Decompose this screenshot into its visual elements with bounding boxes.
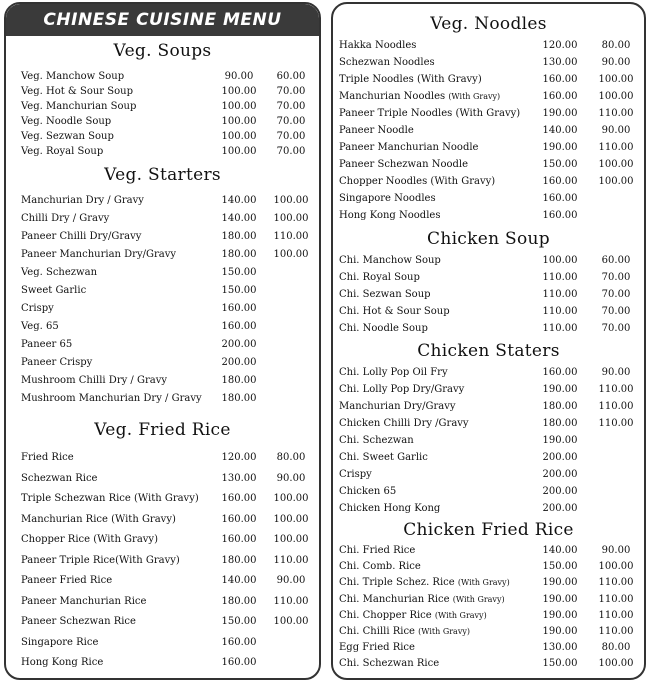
menu-item-name: Fried Rice [21,452,74,463]
price-full: 190.00 [542,609,578,621]
price-half: 110.00 [598,609,634,621]
menu-item-name: Chi. Comb. Rice [339,561,421,573]
price-full: 180.00 [542,418,578,429]
price-full: 110.00 [542,272,578,283]
price-full: 160.00 [542,176,578,187]
menu-item-name: Chicken Hong Kong [339,503,441,514]
price-full: 160.00 [542,74,578,85]
menu-item-name: Chilli Dry / Gravy [21,213,110,224]
price-full: 190.00 [542,626,578,637]
price-half: 100.00 [273,213,309,224]
price-full: 100.00 [542,255,578,266]
price-full: 160.00 [542,193,578,204]
menu-item-name: Paneer Noodle [339,125,414,136]
price-full: 180.00 [221,554,257,566]
menu-item-name: Hong Kong Rice [21,657,104,668]
price-half: 70.00 [276,131,306,142]
price-full: 180.00 [221,231,257,242]
menu-item-name: Egg Fried Rice [339,642,415,654]
price-half: 90.00 [276,575,306,586]
price-half: 100.00 [273,513,309,525]
section-title: Veg. Starters [104,165,221,185]
menu-item-name: Chi. Fried Rice [339,545,416,556]
menu-item-name: Chi. Hot & Sour Soup [339,306,450,317]
price-full: 150.00 [221,616,257,627]
menu-item-name: Mushroom Manchurian Dry / Gravy [21,393,202,404]
price-full: 180.00 [542,401,578,412]
price-half: 90.00 [601,367,631,378]
price-full: 160.00 [221,636,257,648]
menu-item-name: Paneer Fried Rice [21,575,113,586]
price-full: 100.00 [221,131,257,142]
price-half: 110.00 [598,108,634,119]
price-half: 90.00 [601,125,631,136]
menu-item-name: Manchurian Dry/Gravy [339,401,456,412]
price-full: 180.00 [221,393,257,404]
price-half: 80.00 [601,642,631,654]
price-half: 70.00 [276,146,306,157]
menu-item-name: Chi. Noodle Soup [339,323,428,334]
menu-title-banner: CHINESE CUISINE MENU [6,4,319,36]
price-full: 100.00 [221,101,257,112]
menu-item-name: Crispy [339,469,372,480]
menu-item-name: Chi. Chilli Rice (With Gravy) [339,626,470,637]
price-half: 100.00 [273,534,309,545]
menu-item-name: Crispy [21,303,54,314]
menu-item-name: Veg. Sezwan Soup [21,131,114,142]
price-half: 100.00 [598,176,634,187]
price-full: 150.00 [542,658,578,670]
menu-item-name: Paneer Chilli Dry/Gravy [21,231,142,242]
menu-item-name: Schezwan Rice [21,472,98,484]
price-full: 180.00 [221,595,257,607]
section-title: Chicken Staters [417,341,560,361]
menu-item-name: Chi. Manchow Soup [339,255,441,266]
price-full: 120.00 [542,40,578,51]
price-half: 70.00 [276,101,306,112]
menu-item-name: Chicken 65 [339,486,397,497]
price-half: 80.00 [276,452,306,463]
price-full: 110.00 [542,306,578,317]
price-full: 190.00 [542,384,578,395]
menu-item-name: Paneer Schezwan Noodle [339,159,469,170]
price-half: 100.00 [598,561,634,573]
price-full: 160.00 [542,91,578,102]
menu-item-name: Paneer Manchurian Rice [21,595,147,607]
menu-item-name: Chopper Rice (With Gravy) [21,534,158,545]
menu-item-name: Paneer Schezwan Rice [21,616,136,627]
price-full: 150.00 [221,285,257,296]
price-full: 110.00 [542,323,578,334]
price-full: 150.00 [542,561,578,573]
price-full: 100.00 [221,116,257,127]
price-half: 110.00 [273,595,309,607]
price-half: 110.00 [598,142,634,153]
price-half: 70.00 [601,323,631,334]
price-half: 80.00 [601,40,631,51]
price-half: 70.00 [601,289,631,300]
menu-item-name: Paneer Crispy [21,357,93,368]
price-full: 140.00 [221,575,257,586]
menu-item-name: Triple Schezwan Rice (With Gravy) [21,493,199,504]
menu-item-note: (With Gravy) [457,578,510,588]
price-full: 180.00 [221,375,257,386]
price-full: 160.00 [221,321,257,332]
menu-item-name: Triple Noodles (With Gravy) [339,74,482,85]
price-half: 110.00 [273,231,309,242]
menu-item-name: Chi. Triple Schez. Rice (With Gravy) [339,577,510,589]
price-full: 150.00 [221,267,257,278]
price-full: 100.00 [221,86,257,97]
menu-item-name: Paneer Manchurian Dry/Gravy [21,249,177,260]
price-half: 100.00 [273,249,309,260]
price-full: 180.00 [221,249,257,260]
section-title: Veg. Fried Rice [94,420,231,440]
menu-item-name: Manchurian Rice (With Gravy) [21,513,176,525]
menu-item-name: Paneer Triple Noodles (With Gravy) [339,108,521,119]
section-title: Veg. Soups [113,41,212,61]
menu-item-name: Paneer Triple Rice(With Gravy) [21,554,180,566]
menu-item-note: (With Gravy) [434,610,487,620]
price-half: 70.00 [276,86,306,97]
menu-item-name: Manchurian Dry / Gravy [21,195,144,206]
price-half: 110.00 [598,418,634,429]
price-full: 200.00 [221,339,257,350]
menu-item-note: (With Gravy) [452,594,505,604]
price-half: 100.00 [598,74,634,85]
price-full: 190.00 [542,577,578,589]
price-half: 110.00 [598,384,634,395]
menu-item-name: Hong Kong Noodles [339,210,441,221]
price-half: 100.00 [598,159,634,170]
menu-item-name: Paneer 65 [21,339,73,350]
price-full: 140.00 [542,125,578,136]
price-full: 190.00 [542,108,578,119]
price-half: 110.00 [598,401,634,412]
menu-item-name: Mushroom Chilli Dry / Gravy [21,375,168,386]
price-half: 100.00 [598,658,634,670]
price-full: 160.00 [221,657,257,668]
menu-item-name: Chi. Lolly Pop Oil Fry [339,367,448,378]
menu-item-name: Chi. Manchurian Rice (With Gravy) [339,593,505,605]
section-title: Chicken Soup [427,229,550,249]
price-full: 130.00 [542,642,578,654]
menu-item-name: Singapore Rice [21,636,99,648]
price-half: 60.00 [601,255,631,266]
menu-item-name: Chi. Lolly Pop Dry/Gravy [339,384,465,395]
price-half: 110.00 [598,593,634,605]
menu-item-name: Manchurian Noodles (With Gravy) [339,91,501,102]
menu-item-name: Chi. Royal Soup [339,272,420,283]
price-full: 120.00 [221,452,257,463]
price-full: 200.00 [542,469,578,480]
price-half: 90.00 [276,472,306,484]
price-full: 130.00 [542,57,578,68]
menu-item-name: Veg. Manchurian Soup [21,101,137,112]
price-half: 70.00 [601,272,631,283]
menu-item-name: Chi. Chopper Rice (With Gravy) [339,609,487,621]
menu-item-note: (With Gravy) [448,92,501,101]
menu-item-name: Chicken Chilli Dry /Gravy [339,418,469,429]
price-full: 190.00 [542,593,578,605]
section-title: Chicken Fried Rice [403,520,574,540]
menu-item-name: Veg. Schezwan [21,267,98,278]
menu-item-name: Chi. Sweet Garlic [339,452,428,463]
menu-item-name: Veg. Royal Soup [21,146,104,157]
price-full: 130.00 [221,472,257,484]
price-full: 140.00 [221,213,257,224]
price-half: 110.00 [598,626,634,637]
price-half: 110.00 [273,554,309,566]
menu-item-note: (With Gravy) [418,627,470,636]
price-half: 100.00 [273,616,309,627]
menu-item-name: Chopper Noodles (With Gravy) [339,176,496,187]
right-menu-panel [331,2,646,680]
price-full: 200.00 [542,503,578,514]
price-full: 200.00 [542,452,578,463]
price-full: 100.00 [221,146,257,157]
price-half: 90.00 [601,57,631,68]
menu-item-name: Chi. Sezwan Soup [339,289,431,300]
price-full: 140.00 [221,195,257,206]
price-full: 160.00 [221,303,257,314]
price-half: 70.00 [276,116,306,127]
price-full: 160.00 [221,513,257,525]
menu-item-name: Chi. Schezwan Rice [339,658,440,670]
price-full: 160.00 [542,210,578,221]
price-half: 100.00 [273,195,309,206]
price-half: 70.00 [601,306,631,317]
menu-item-name: Veg. 65 [21,321,59,332]
menu-item-name: Veg. Noodle Soup [21,116,112,127]
price-full: 140.00 [542,545,578,556]
menu-item-name: Hakka Noodles [339,40,417,51]
price-half: 100.00 [598,91,634,102]
price-full: 90.00 [224,71,254,82]
price-half: 100.00 [273,493,309,504]
price-half: 90.00 [601,545,631,556]
menu-item-name: Veg. Hot & Sour Soup [21,86,133,97]
menu-item-name: Singapore Noodles [339,193,436,204]
price-full: 200.00 [221,357,257,368]
price-full: 160.00 [221,534,257,545]
menu-item-name: Chi. Schezwan [339,435,414,446]
price-full: 150.00 [542,159,578,170]
menu-item-name: Veg. Manchow Soup [21,71,125,82]
price-full: 190.00 [542,435,578,446]
price-half: 60.00 [276,71,306,82]
price-full: 160.00 [221,493,257,504]
price-full: 200.00 [542,486,578,497]
section-title: Veg. Noodles [430,14,547,34]
price-full: 110.00 [542,289,578,300]
menu-item-name: Paneer Manchurian Noodle [339,142,479,153]
price-full: 160.00 [542,367,578,378]
menu-item-name: Sweet Garlic [21,285,87,296]
left-menu-panel [4,2,321,680]
menu-item-name: Schezwan Noodles [339,57,435,68]
price-half: 110.00 [598,577,634,589]
price-full: 190.00 [542,142,578,153]
